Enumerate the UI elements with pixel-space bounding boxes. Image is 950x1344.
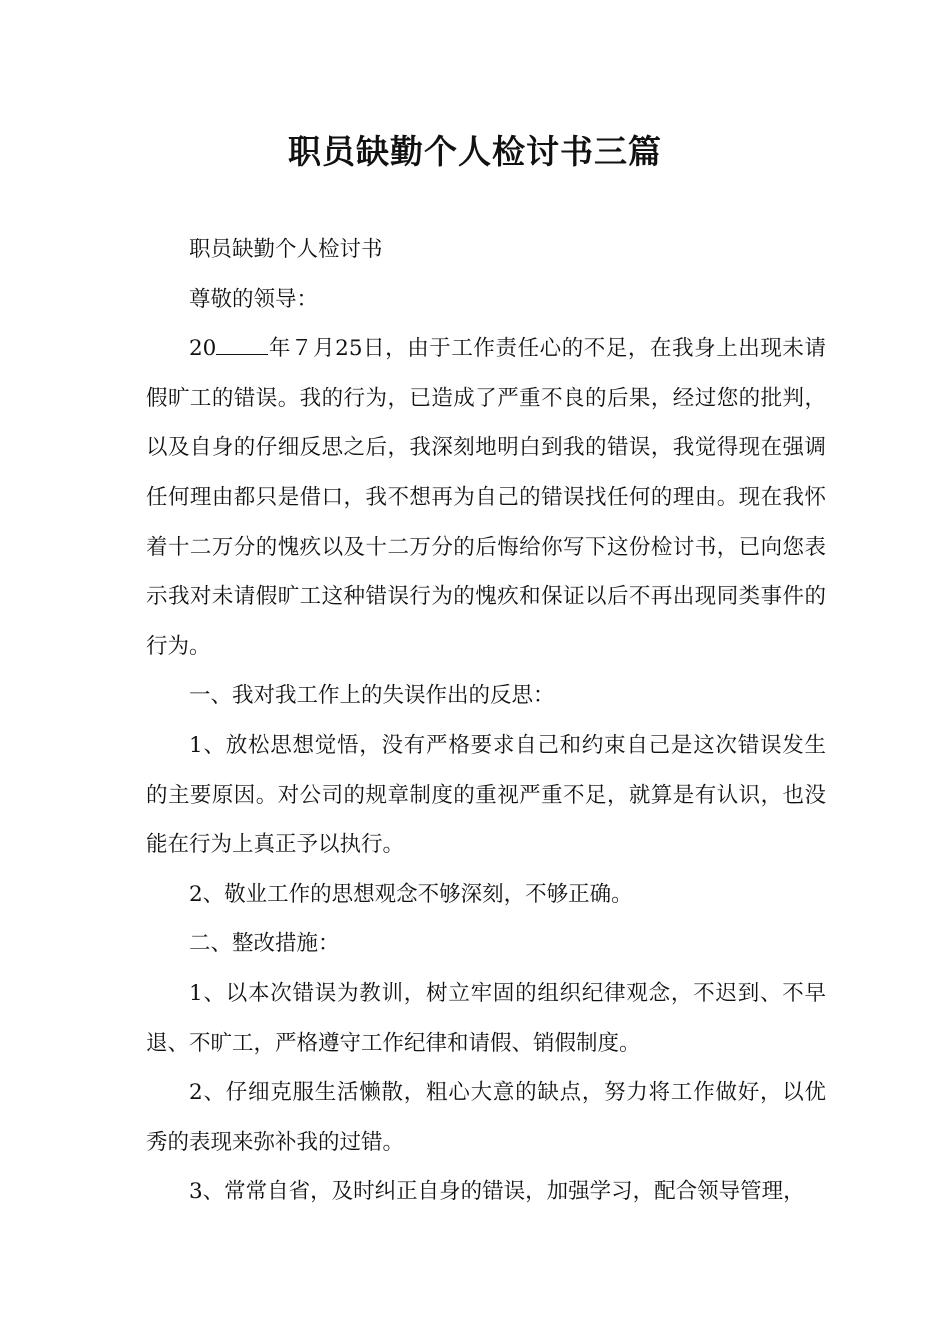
paragraph-measure-3: 3、常常自省，及时纠正自身的错误，加强学习，配合领导管理， xyxy=(189,1179,805,1205)
year-prefix: 20 xyxy=(189,336,217,362)
paragraph-measure-2: 2、仔细克服生活懒散，粗心大意的缺点，努力将工作做好，以优秀的表现来弥补我的过错。 xyxy=(146,1080,826,1155)
paragraph-reflection-2: 2、敬业工作的思想观念不够深刻，不够正确。 xyxy=(189,881,633,907)
paragraph-subtitle: 职员缺勤个人检讨书 xyxy=(189,237,383,262)
document-body xyxy=(146,225,826,1217)
paragraph-reflection-heading: 一、我对我工作上的失误作出的反思： xyxy=(189,683,555,709)
paragraph-salutation: 尊敬的领导： xyxy=(189,286,319,312)
document-title: 职员缺勤个人检讨书三篇 xyxy=(288,132,662,171)
paragraph-measure-1: 1、以本次错误为教训，树立牢固的组织纪律观念，不迟到、不早退、不旷工，严格遵守工作纪律和请假、销假制度。 xyxy=(146,980,826,1056)
paragraph-measures-heading: 二、整改措施： xyxy=(189,931,340,957)
incident-text: 年７月25日，由于工作责任心的不足，在我身上出现未请假旷工的错误。我的行为，已造成了严重不良的后果，经过您的批判，以及自身的仔细反思之后，我深刻地明白到我的错误，我觉得现在强调任何理由都只是借口，我不想再为自己的错误找任何的理由。现在我怀着十二万分的愧疚以及十二万分的后悔给你写下这份检讨书，已向您表示我对未请假旷工这种错误行为的愧疚和保证以后不再出现同类事件的行为。 xyxy=(146,336,826,659)
paragraph-incident xyxy=(146,324,826,671)
paragraph-reflection-1: 1、放松思想觉悟，没有严格要求自己和约束自己是这次错误发生的主要原因。对公司的规章制度的重视严重不足，就算是有认识，也没能在行为上真正予以执行。 xyxy=(146,732,826,858)
year-blank-underline xyxy=(216,336,268,355)
